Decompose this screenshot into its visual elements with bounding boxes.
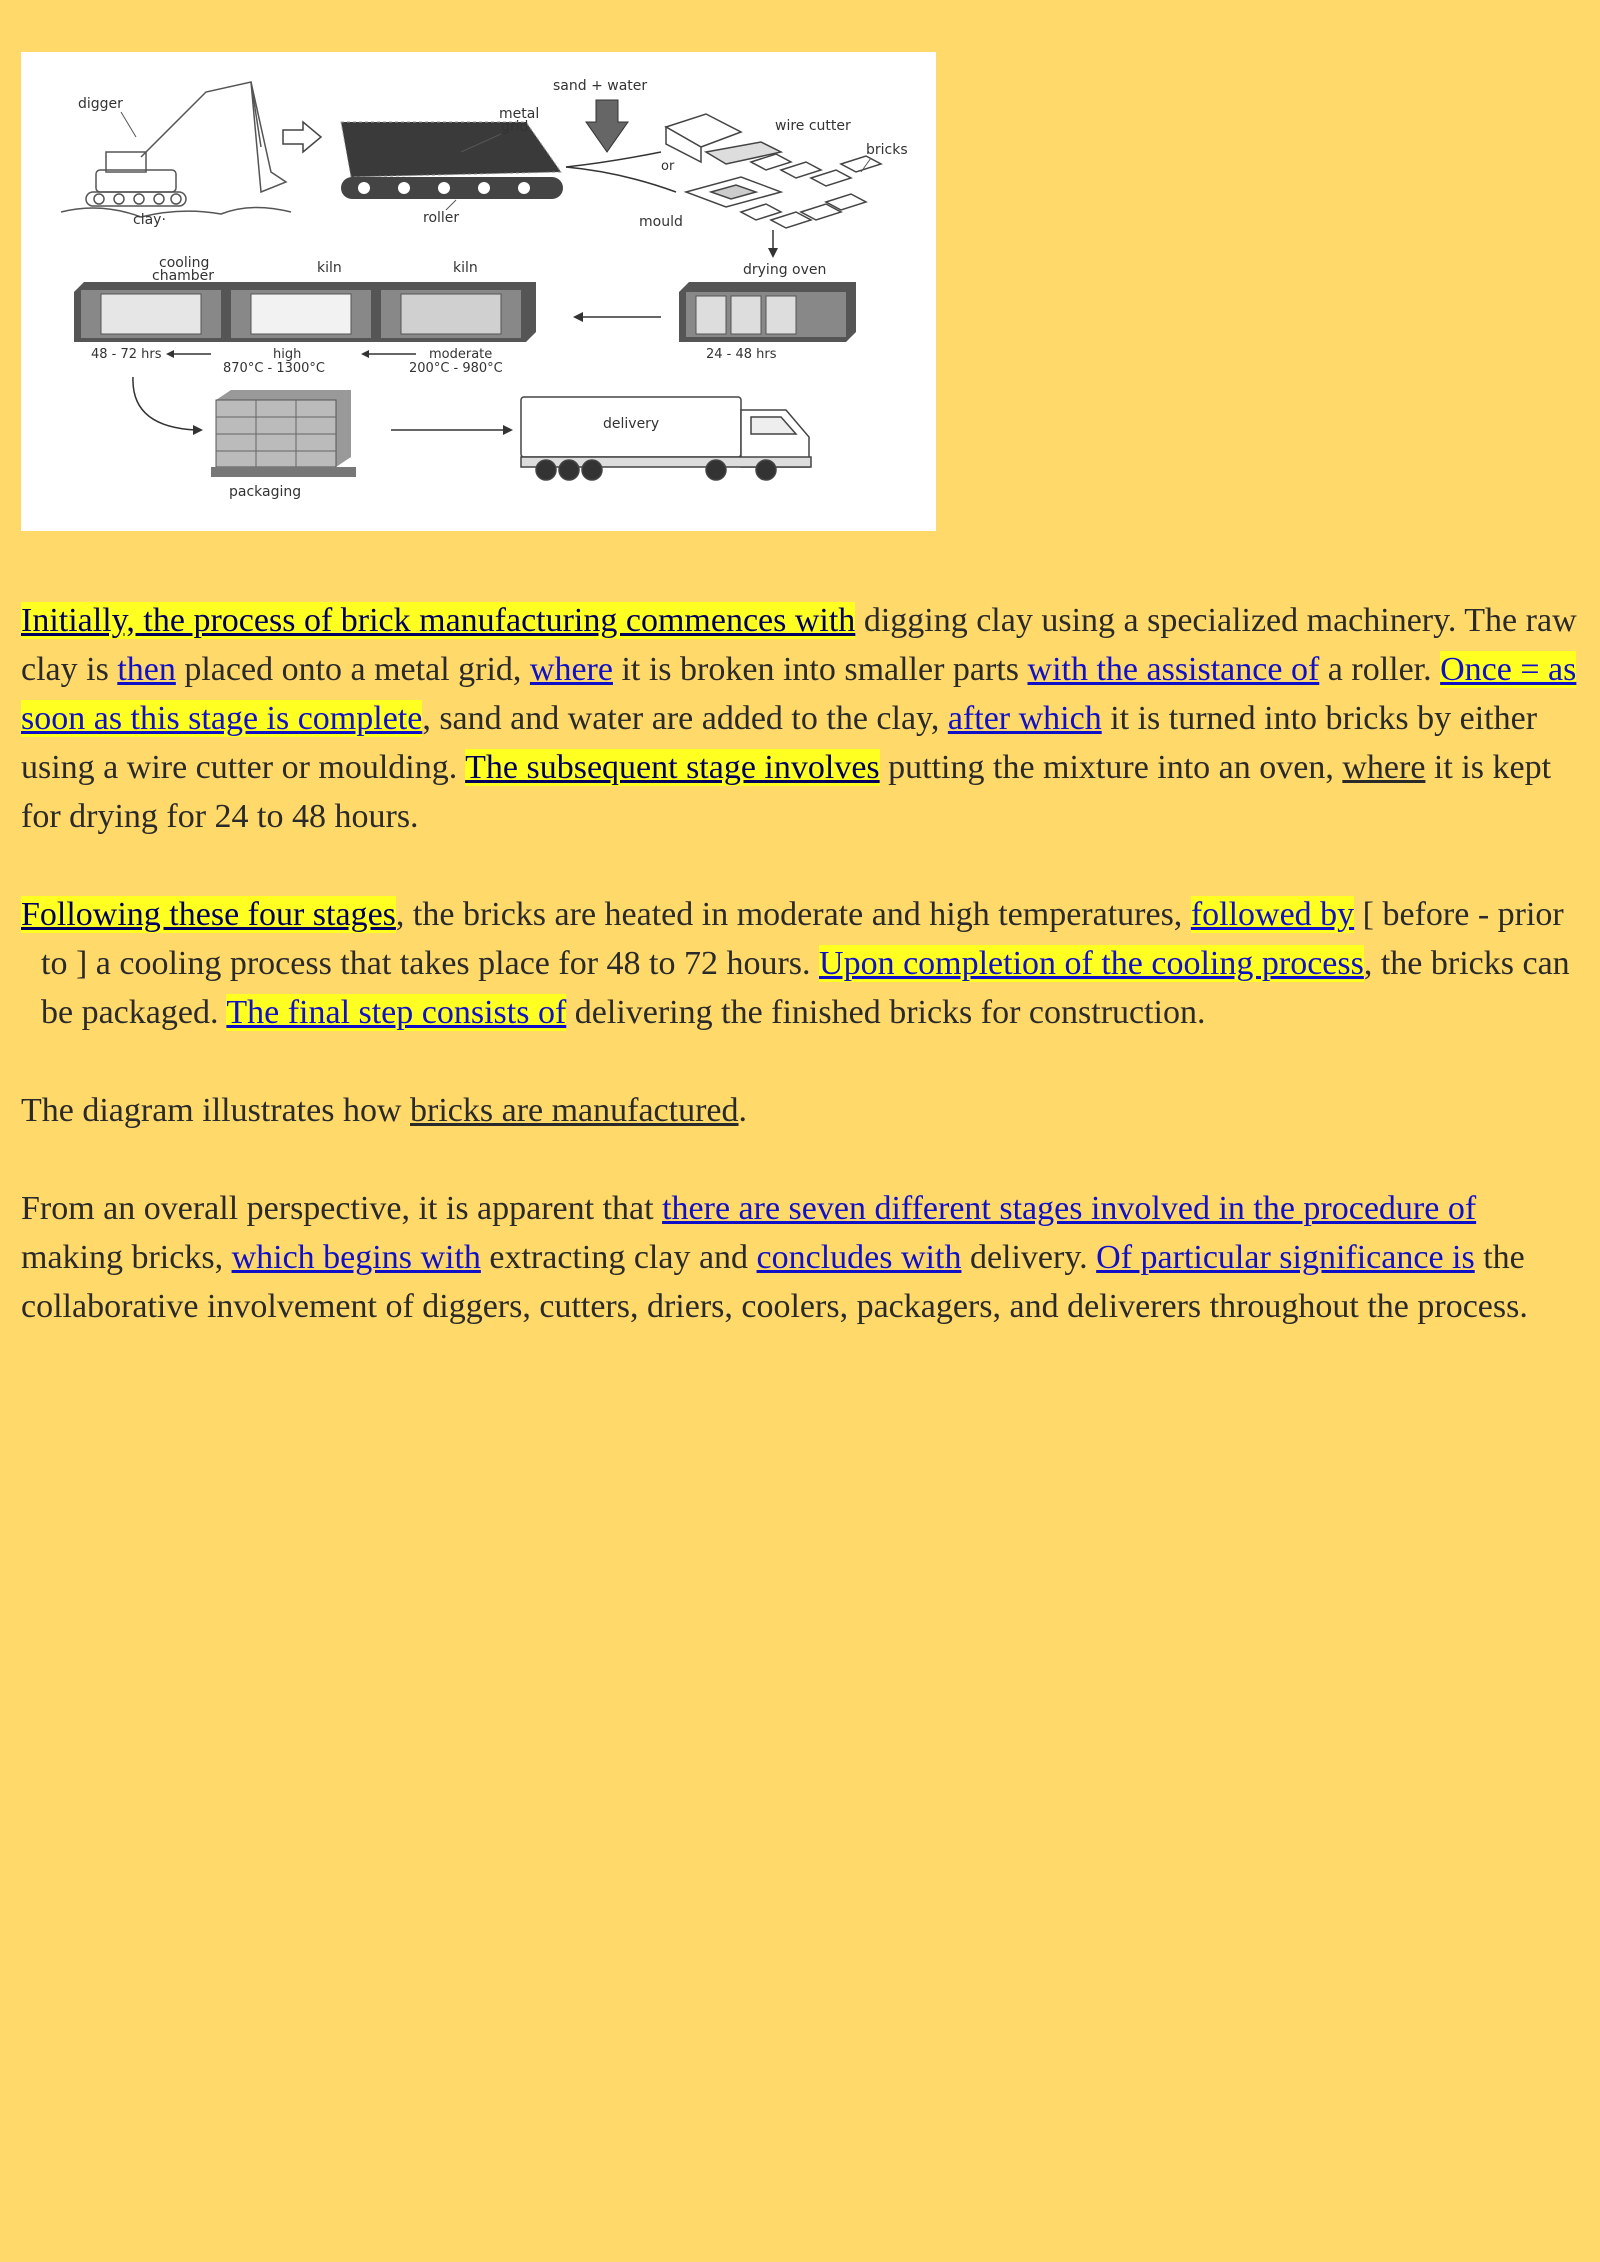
label-or: or [661,159,675,174]
text-run: making bricks, [21,1239,232,1276]
label-drying-oven: drying oven [743,262,827,278]
text-run: delivering the finished bricks for construction. [566,994,1206,1031]
text-run: The diagram illustrates how [21,1092,411,1129]
label-cool-time: 48 - 72 hrs [91,347,162,362]
paragraph-process-continued [21,890,1581,1037]
link-which-begins[interactable]: which begins with [231,1239,481,1276]
link-after-which[interactable]: after which [947,700,1102,737]
label-moderate-temp: 200°C - 980°C [409,361,503,376]
text-run: delivery. [961,1239,1097,1276]
link-particular-significance[interactable]: Of particular significance is [1096,1239,1475,1276]
text-run: it is broken into smaller parts [612,651,1028,688]
text-run: a roller. [1319,651,1441,688]
label-delivery: delivery [603,416,660,432]
label-mould: mould [639,214,683,230]
paragraph-introduction [21,1086,1581,1135]
text-run: it is kept for drying for 24 to 48 hours. [21,749,1552,835]
phrase-following[interactable]: Following these four stages [21,896,396,933]
text-run: it is turned into bricks by either using a wire cutter or moulding. [21,700,1538,786]
label-clay: clay· [133,212,166,228]
metal-grid-roller [341,122,563,199]
label-chamber: chamber [152,268,215,284]
arrow-1 [283,122,321,152]
link-once[interactable]: Once = as soon as this stage is complete [21,651,1577,737]
text-run: digging clay using a specialized machinery. The raw clay is [21,602,1577,688]
text-run: , sand and water are added to the clay, [422,700,948,737]
text-run: extracting clay and [480,1239,757,1276]
label-cooling: cooling [159,255,210,271]
label-roller: roller [423,210,460,226]
label-high: high [273,347,302,362]
label-grid: grid [501,119,529,135]
label-moderate: moderate [429,347,493,362]
link-then[interactable]: then [117,651,176,688]
text-run: [ before - prior to ] a cooling process that takes place for 48 to 72 hours. [41,896,1564,982]
label-packaging: packaging [229,484,302,500]
label-wire-cutter: wire cutter [775,118,851,134]
link-followed-by[interactable]: followed by [1190,896,1355,933]
text-run: . [738,1092,748,1129]
text-run: the collaborative involvement of diggers, cutters, driers, coolers, packagers, and deliverers throughout the process. [21,1239,1528,1325]
sand-water-arrow [586,100,628,152]
text-run: From an overall perspective, it is apparent that [21,1190,663,1227]
drying-oven-illustration [679,282,856,342]
label-sand-water: sand + water [553,78,648,94]
link-where[interactable]: where [529,651,613,688]
link-concludes-with[interactable]: concludes with [756,1239,962,1276]
label-dry-time: 24 - 48 hrs [706,347,777,362]
phrase-where[interactable]: where [1342,749,1426,786]
label-kiln-high: kiln [317,260,342,276]
kiln-cooling-illustration [74,282,536,342]
phrase-subsequent-stage[interactable]: The subsequent stage involves [465,749,880,786]
text-run: , the bricks can be packaged. [41,945,1570,1031]
label-kiln-moderate: kiln [453,260,478,276]
link-final-step[interactable]: The final step consists of [226,994,567,1031]
label-bricks: bricks [866,142,908,158]
delivery-truck-illustration [521,397,811,480]
phrase-initially[interactable]: Initially, the process of brick manufacturing commences with [21,602,856,639]
brick-process-diagram [21,52,936,531]
label-digger: digger [78,96,123,112]
phrase-bricks-manufactured[interactable]: bricks are manufactured [410,1092,739,1129]
text-run: , the bricks are heated in moderate and high temperatures, [395,896,1191,933]
paragraph-overview [21,1184,1581,1331]
paragraph-process-intro [21,596,1581,841]
link-upon-completion[interactable]: Upon completion of the cooling process [819,945,1364,982]
text-run: putting the mixture into an oven, [879,749,1343,786]
mould-illustration [686,177,866,228]
packaging-illustration [211,390,356,477]
text-run: placed onto a metal grid, [175,651,530,688]
essay-text [21,596,1581,1380]
label-metal: metal [499,106,540,122]
diagram-svg [21,52,936,531]
label-high-temp: 870°C - 1300°C [223,361,326,376]
link-seven-stages[interactable]: there are seven different stages involved in the procedure of [662,1190,1477,1227]
link-with-assistance[interactable]: with the assistance of [1027,651,1320,688]
